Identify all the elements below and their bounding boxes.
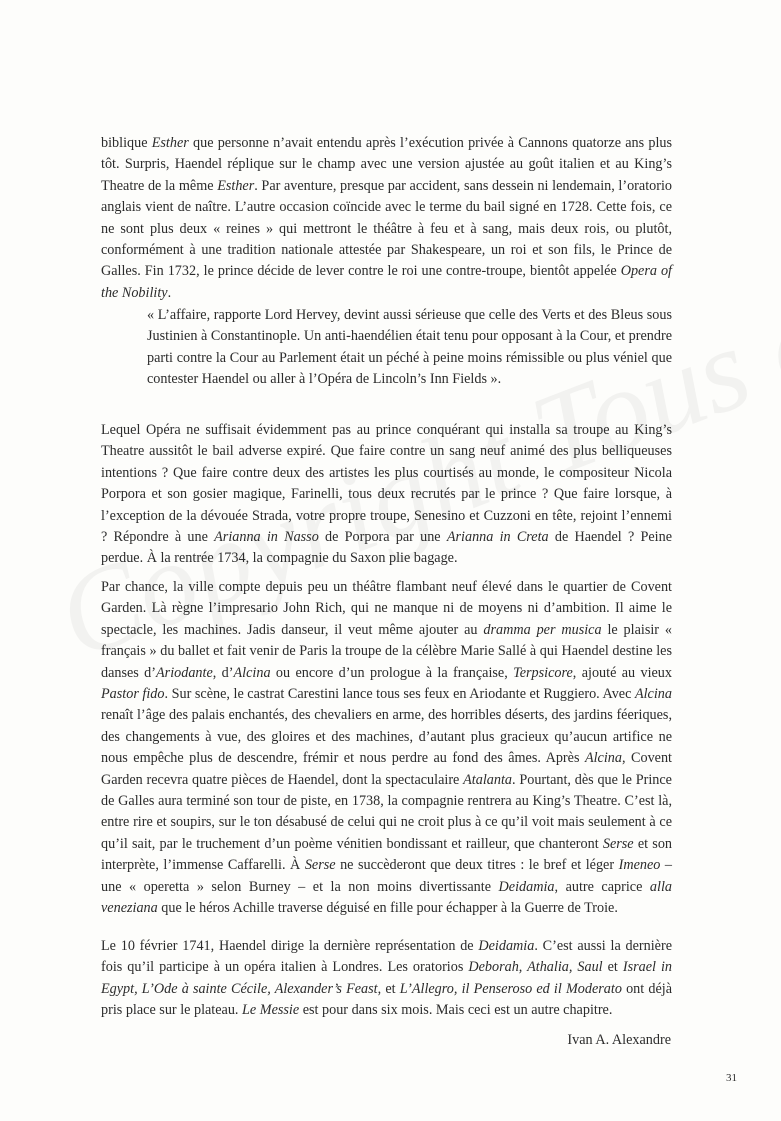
- italic-title: Esther: [217, 177, 255, 194]
- italic-title: Deidamia: [498, 878, 555, 895]
- paragraph-text: Lequel Opéra ne suffisait évidemment pas au prince conquérant qui installa sa troupe au King’s Theatre aussitôt le bail adverse expiré. Que faire contre un sang neuf animé des plus belliqueuses intentions ? Que faire contre deux des artistes les plus courtisés au monde, le compositeur Nicola Porpora et son gosier magique, Farinelli, tous deux recrutés par le prince ? Que faire lorsque, à l’exception de la dévouée Strada, votre propre troupe, Senesino et Cuzzoni en tête, rejoint l’ennemi ? Répondre à une Arianna in Nasso de Porpora par une Arianna in Creta de Haendel ? Peine perdue. À la rentrée 1734, la compagnie du Saxon plie bagage.: [101, 422, 672, 567]
- paragraph-deidamia: [101, 936, 672, 1022]
- italic-title: Atalanta: [463, 771, 513, 788]
- italic-title: Deborah, Athalia, Saul: [468, 959, 603, 976]
- italic-title: Le Messie: [242, 1002, 300, 1019]
- page-number: 31: [726, 1072, 737, 1084]
- author-signature: Ivan A. Alexandre: [567, 1032, 671, 1048]
- quotation-lord-hervey: [147, 305, 672, 391]
- italic-title: Alcina: [233, 664, 271, 681]
- italic-title: Arianna in Creta: [446, 529, 549, 546]
- italic-title: alla veneziana: [101, 878, 672, 917]
- paragraph-text: biblique Esther que personne n’avait entendu après l’exécution privée à Cannons quatorze ans plus tôt. Surpris, Haendel réplique sur le champ avec une version ajustée au goût italien et au King’s Theatre de la même Esther. Par aventure, presque par accident, sans dessein ni lendemain, l’oratorio anglais vient de naître. L’autre occasion coïncide avec le terme du bail signé en 1728. Cette fois, ce ne sont plus deux « reines » qui mettront le théâtre à feu et à sang, mais deux rois, ou plutôt, conformément à une tradition nationale attestée par Shakespeare, un roi et son fils, le Prince de Galles. Fin 1732, le prince décide de lever contre le roi une contre-troupe, bientôt appelée Opera of the Nobility.: [101, 135, 673, 301]
- italic-title: Alcina: [634, 686, 672, 703]
- italic-title: Imeneo: [618, 857, 661, 874]
- paragraph-esther: [101, 133, 672, 304]
- paragraph-text: Par chance, la ville compte depuis peu un théâtre flambant neuf élevé dans le quartier de Covent Garden. Là règne l’impresario John Rich, qui ne manque ni de moyens ni d’ambition. Il aime le spectacle, les machines. Jadis danseur, il veut même ajouter au dramma per musica le plaisir « français » du ballet et fait venir de Paris la troupe de la célèbre Marie Sallé à qui Haendel destine les danses d’Ariodante, d’Alcina ou encore d’un prologue à la française, Terpsicore, ajouté au vieux Pastor fido. Sur scène, le castrat Carestini lance tous ses feux en Ariodante et Ruggiero. Avec Alcina renaît l’âge des palais enchantés, des chevaliers en arme, des horribles déserts, des jardins féeriques, des changements à vue, des gloires et des machines, d’autant plus gracieux qu’aucun artifice ne nous empêche plus de descendre, frémir et nous perdre au fond des âmes. Après Alcina, Covent Garden recevra quatre pièces de Haendel, dont la spectaculaire Atalanta. Pourtant, dès que le Prince de Galles aura terminé son tour de piste, en 1738, la compagnie rentrera au King’s Theatre. C’est là, entre rire et soupirs, sur le ton désabusé de celui qui ne croit plus à ce qu’il voit mais seulement à ce qu’il sait, par le truchement d’un poème vénitien bondissant et railleur, que chanteront Serse et son interprète, l’immense Caffarelli. À Serse ne succèderont que deux titres : le bref et léger Imeneo – une « operetta » selon Burney – et la non moins divertissante Deidamia, autre caprice alla veneziana que le héros Achille traverse déguisé en fille pour échapper à la Guerre de Troie.: [101, 579, 673, 917]
- italic-title: L’Allegro, il Penseroso ed il Moderato: [399, 980, 622, 997]
- italic-title: Opera of the Nobility: [101, 263, 672, 301]
- italic-title: Alcina: [584, 750, 622, 767]
- italic-title: dramma per musica: [483, 621, 602, 638]
- italic-title: Serse: [602, 835, 634, 852]
- italic-title: Arianna in Nasso: [214, 529, 319, 546]
- paragraph-opera-nobility: [101, 420, 672, 570]
- quotation-text: « L’affaire, rapporte Lord Hervey, devint aussi sérieuse que celle des Verts et des Bleus sous Justinien à Constantinople. Un anti-haendélien était tenu pour opposant à la Cour, et prendre parti contre la Cour au Parlement était un péché à peine moins rémissible ou plus véniel que contester Haendel ou aller à l’Opéra de Lincoln’s Inn Fields ».: [147, 307, 672, 388]
- italic-title: Deidamia: [478, 938, 535, 954]
- italic-title: Terpsicore: [513, 664, 573, 681]
- italic-title: Israel in Egypt, L’Ode à sainte Cécile, Alexander’s Feast: [101, 959, 672, 997]
- italic-title: Ariodante: [156, 664, 213, 681]
- italic-title: Pastor fido: [101, 686, 165, 703]
- italic-title: Serse: [304, 857, 336, 874]
- paragraph-text: Le 10 février 1741, Haendel dirige la dernière représentation de Deidamia. C’est aussi la dernière fois qu’il participe à un opéra italien à Londres. Les oratorios Deborah, Athalia, Saul et Israel in Egypt, L’Ode à sainte Cécile, Alexander’s Feast, et L’Allegro, il Penseroso ed il Moderato ont déjà pris place sur le plateau. Le Messie est pour dans six mois. Mais ceci est un autre chapitre.: [101, 938, 673, 1019]
- italic-title: Esther: [151, 135, 189, 151]
- paragraph-covent-garden: [101, 577, 672, 920]
